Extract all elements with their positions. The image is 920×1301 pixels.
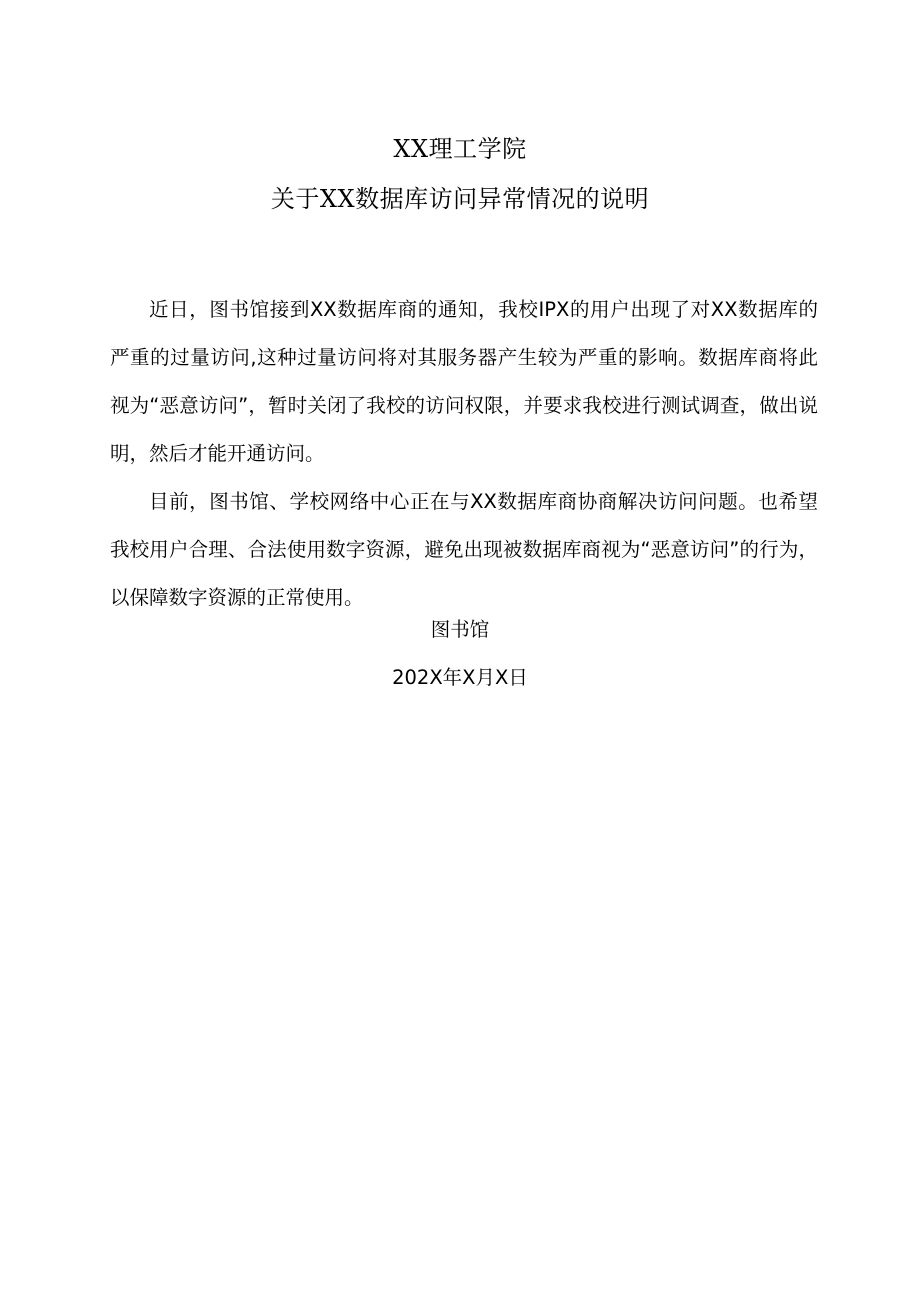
body-paragraph-2: 目前，图书馆、学校网络中心正在与XX数据库商协商解决访问问题。也希望我校用户合理、合法使用数字资源，避免出现被数据库商视为“恶意访问”的行为，以保障数字资源的正常使用。 — [110, 489, 818, 609]
document-title-subject: 关于XX数据库访问异常情况的说明 — [270, 185, 650, 213]
body-paragraph-1: 近日，图书馆接到XX数据库商的通知，我校IPX的用户出现了对XX数据库的严重的过量访问,这种过量访问将对其服务器产生较为严重的影响。数据库商将此视为“恶意访问”，暂时关闭了我校的访问权限，并要求我校进行测试调查，做出说明，然后才能开通访问。 — [110, 297, 818, 465]
signature-organization: 图书馆 — [430, 618, 490, 641]
document-title-institution: XX理工学院 — [393, 135, 527, 163]
signature-date: 202X年X月X日 — [392, 666, 528, 689]
